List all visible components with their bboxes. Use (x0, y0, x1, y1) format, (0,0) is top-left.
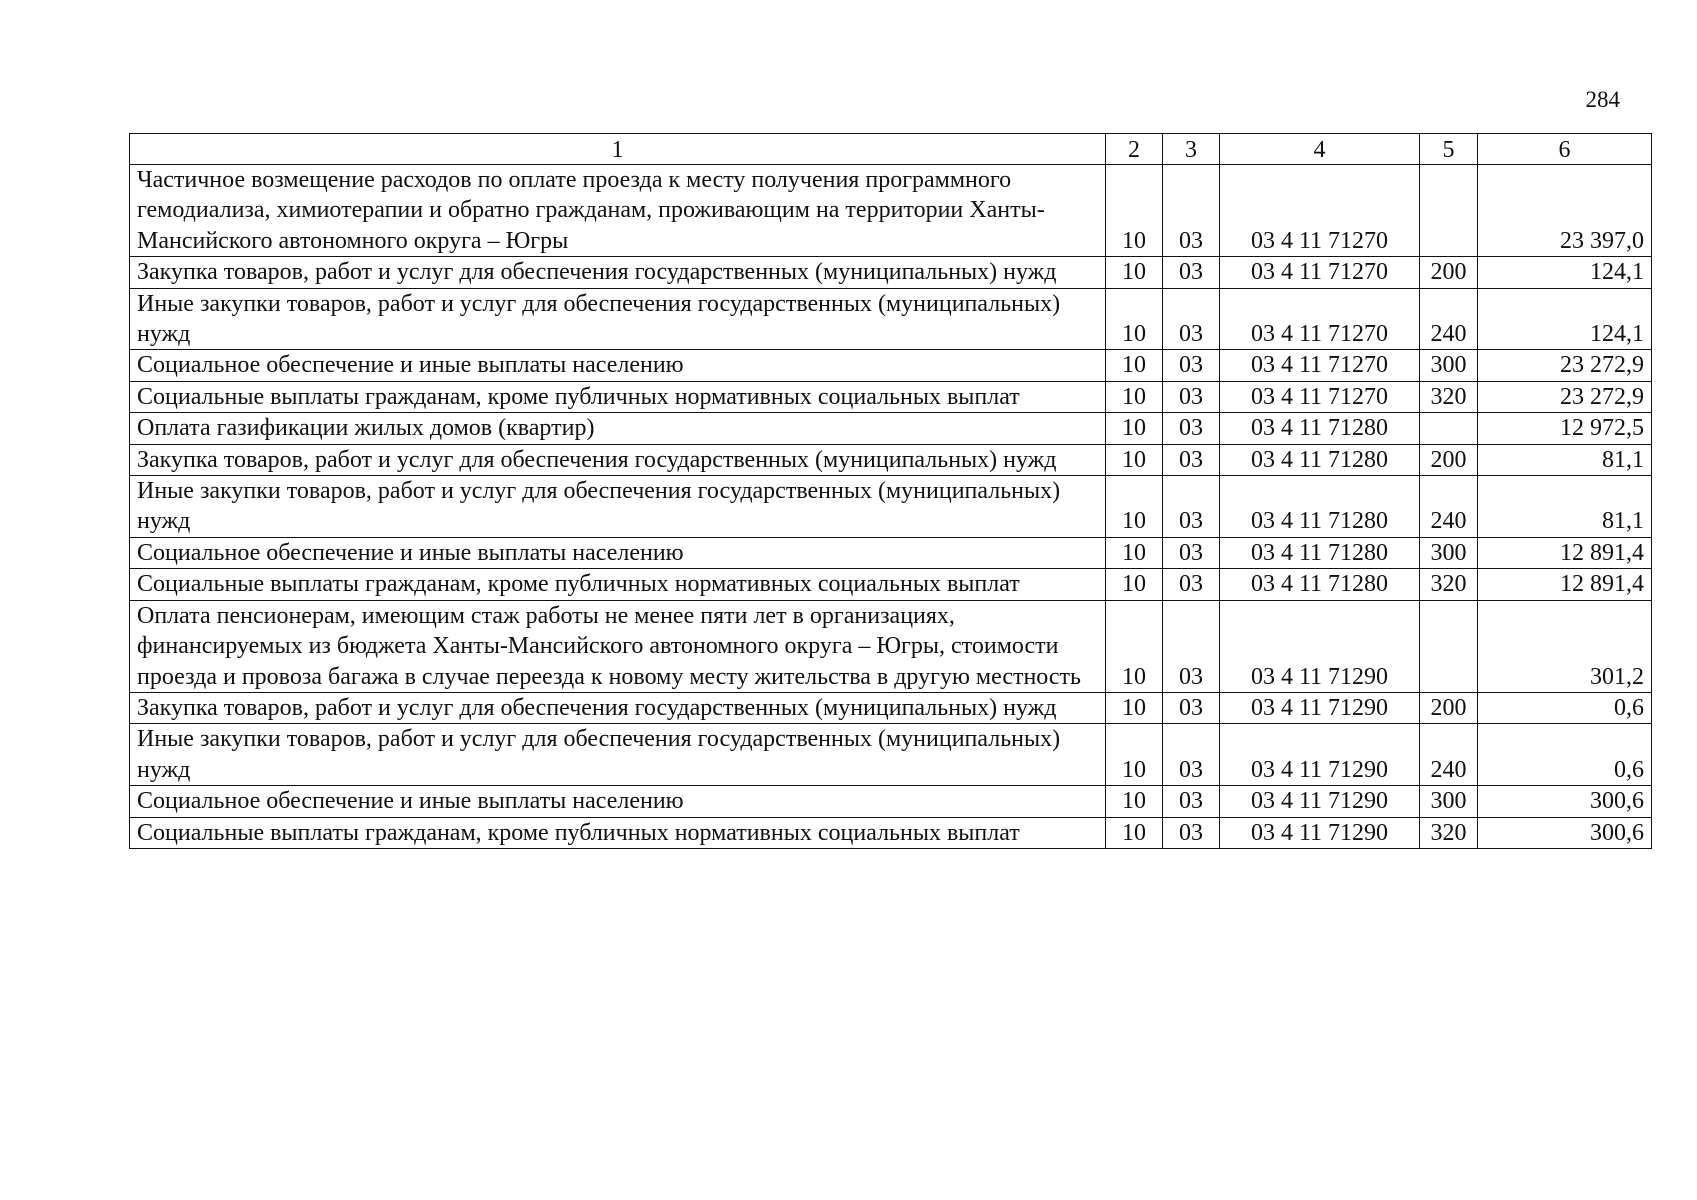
cell-target-article: 03 4 11 71270 (1220, 257, 1420, 288)
cell-name: Иные закупки товаров, работ и услуг для обеспечения государственных (муниципальных) нужд (130, 476, 1106, 538)
cell-name: Оплата газификации жилых домов (квартир) (130, 413, 1106, 444)
cell-target-article: 03 4 11 71290 (1220, 600, 1420, 692)
table-row (130, 350, 1652, 381)
cell-subsection: 03 (1163, 537, 1220, 568)
cell-section: 10 (1106, 381, 1163, 412)
cell-amount: 0,6 (1478, 692, 1652, 723)
page-number: 284 (1585, 87, 1620, 112)
table-row (130, 692, 1652, 723)
cell-expense-type: 300 (1420, 537, 1478, 568)
cell-subsection: 03 (1163, 600, 1220, 692)
cell-amount: 124,1 (1478, 288, 1652, 350)
cell-name: Социальное обеспечение и иные выплаты населению (130, 786, 1106, 817)
cell-expense-type: 240 (1420, 476, 1478, 538)
cell-section: 10 (1106, 288, 1163, 350)
cell-name: Закупка товаров, работ и услуг для обеспечения государственных (муниципальных) нужд (130, 444, 1106, 475)
cell-subsection: 03 (1163, 692, 1220, 723)
table-header (130, 134, 1652, 165)
cell-target-article: 03 4 11 71270 (1220, 381, 1420, 412)
cell-amount: 23 272,9 (1478, 350, 1652, 381)
header-row (130, 134, 1652, 165)
cell-section: 10 (1106, 692, 1163, 723)
cell-name: Закупка товаров, работ и услуг для обеспечения государственных (муниципальных) нужд (130, 692, 1106, 723)
cell-name: Социальные выплаты гражданам, кроме публичных нормативных социальных выплат (130, 569, 1106, 600)
cell-name: Иные закупки товаров, работ и услуг для обеспечения государственных (муниципальных) нужд (130, 724, 1106, 786)
cell-expense-type: 320 (1420, 817, 1478, 848)
table-row (130, 288, 1652, 350)
cell-subsection: 03 (1163, 817, 1220, 848)
cell-expense-type: 300 (1420, 350, 1478, 381)
cell-section: 10 (1106, 537, 1163, 568)
cell-amount: 300,6 (1478, 817, 1652, 848)
cell-target-article: 03 4 11 71270 (1220, 350, 1420, 381)
cell-target-article: 03 4 11 71280 (1220, 413, 1420, 444)
cell-target-article: 03 4 11 71270 (1220, 165, 1420, 257)
cell-subsection: 03 (1163, 444, 1220, 475)
table-row (130, 569, 1652, 600)
table-row (130, 381, 1652, 412)
cell-name: Иные закупки товаров, работ и услуг для обеспечения государственных (муниципальных) нужд (130, 288, 1106, 350)
cell-target-article: 03 4 11 71290 (1220, 724, 1420, 786)
cell-amount: 300,6 (1478, 786, 1652, 817)
cell-amount: 124,1 (1478, 257, 1652, 288)
cell-amount: 301,2 (1478, 600, 1652, 692)
cell-subsection: 03 (1163, 165, 1220, 257)
cell-expense-type: 240 (1420, 724, 1478, 786)
cell-name: Социальное обеспечение и иные выплаты населению (130, 350, 1106, 381)
table-row (130, 476, 1652, 538)
cell-section: 10 (1106, 413, 1163, 444)
table-row (130, 165, 1652, 257)
cell-expense-type (1420, 165, 1478, 257)
cell-amount: 23 272,9 (1478, 381, 1652, 412)
cell-subsection: 03 (1163, 350, 1220, 381)
column-header: 2 (1106, 134, 1163, 165)
cell-subsection: 03 (1163, 288, 1220, 350)
budget-table (129, 133, 1652, 849)
cell-target-article: 03 4 11 71280 (1220, 444, 1420, 475)
cell-expense-type: 200 (1420, 257, 1478, 288)
cell-target-article: 03 4 11 71280 (1220, 569, 1420, 600)
cell-target-article: 03 4 11 71280 (1220, 476, 1420, 538)
cell-name: Оплата пенсионерам, имеющим стаж работы не менее пяти лет в организациях, финансируемых из бюджета Ханты-Мансийского автономного округа – Югры, стоимости проезда и провоза багажа в случае переезда к новому месту жительства в другую местность (130, 600, 1106, 692)
table-row (130, 413, 1652, 444)
cell-name: Социальные выплаты гражданам, кроме публичных нормативных социальных выплат (130, 817, 1106, 848)
cell-name: Закупка товаров, работ и услуг для обеспечения государственных (муниципальных) нужд (130, 257, 1106, 288)
cell-name: Социальные выплаты гражданам, кроме публичных нормативных социальных выплат (130, 381, 1106, 412)
cell-subsection: 03 (1163, 381, 1220, 412)
cell-name: Частичное возмещение расходов по оплате проезда к месту получения программного гемодиализа, химиотерапии и обратно гражданам, проживающим на территории Ханты-Мансийского автономного округа – Югры (130, 165, 1106, 257)
cell-expense-type: 200 (1420, 692, 1478, 723)
cell-subsection: 03 (1163, 786, 1220, 817)
cell-target-article: 03 4 11 71290 (1220, 786, 1420, 817)
cell-target-article: 03 4 11 71280 (1220, 537, 1420, 568)
cell-subsection: 03 (1163, 569, 1220, 600)
cell-subsection: 03 (1163, 257, 1220, 288)
cell-subsection: 03 (1163, 476, 1220, 538)
cell-expense-type: 320 (1420, 569, 1478, 600)
cell-target-article: 03 4 11 71270 (1220, 288, 1420, 350)
cell-amount: 81,1 (1478, 444, 1652, 475)
cell-section: 10 (1106, 600, 1163, 692)
column-header: 5 (1420, 134, 1478, 165)
column-header: 1 (130, 134, 1106, 165)
cell-amount: 12 972,5 (1478, 413, 1652, 444)
cell-section: 10 (1106, 350, 1163, 381)
table-row (130, 600, 1652, 692)
table-row (130, 724, 1652, 786)
cell-expense-type: 240 (1420, 288, 1478, 350)
cell-amount: 12 891,4 (1478, 537, 1652, 568)
cell-section: 10 (1106, 444, 1163, 475)
column-header: 6 (1478, 134, 1652, 165)
cell-amount: 23 397,0 (1478, 165, 1652, 257)
cell-amount: 12 891,4 (1478, 569, 1652, 600)
table-row (130, 817, 1652, 848)
cell-expense-type: 320 (1420, 381, 1478, 412)
cell-expense-type (1420, 413, 1478, 444)
cell-amount: 81,1 (1478, 476, 1652, 538)
cell-expense-type: 200 (1420, 444, 1478, 475)
cell-section: 10 (1106, 786, 1163, 817)
cell-section: 10 (1106, 165, 1163, 257)
cell-name: Социальное обеспечение и иные выплаты населению (130, 537, 1106, 568)
table-body (130, 165, 1652, 849)
table-row (130, 537, 1652, 568)
table-row (130, 257, 1652, 288)
cell-subsection: 03 (1163, 724, 1220, 786)
cell-section: 10 (1106, 817, 1163, 848)
cell-section: 10 (1106, 257, 1163, 288)
cell-section: 10 (1106, 569, 1163, 600)
table-row (130, 786, 1652, 817)
cell-amount: 0,6 (1478, 724, 1652, 786)
table-row (130, 444, 1652, 475)
cell-section: 10 (1106, 476, 1163, 538)
cell-target-article: 03 4 11 71290 (1220, 692, 1420, 723)
cell-target-article: 03 4 11 71290 (1220, 817, 1420, 848)
cell-expense-type: 300 (1420, 786, 1478, 817)
cell-expense-type (1420, 600, 1478, 692)
column-header: 4 (1220, 134, 1420, 165)
cell-subsection: 03 (1163, 413, 1220, 444)
cell-section: 10 (1106, 724, 1163, 786)
column-header: 3 (1163, 134, 1220, 165)
